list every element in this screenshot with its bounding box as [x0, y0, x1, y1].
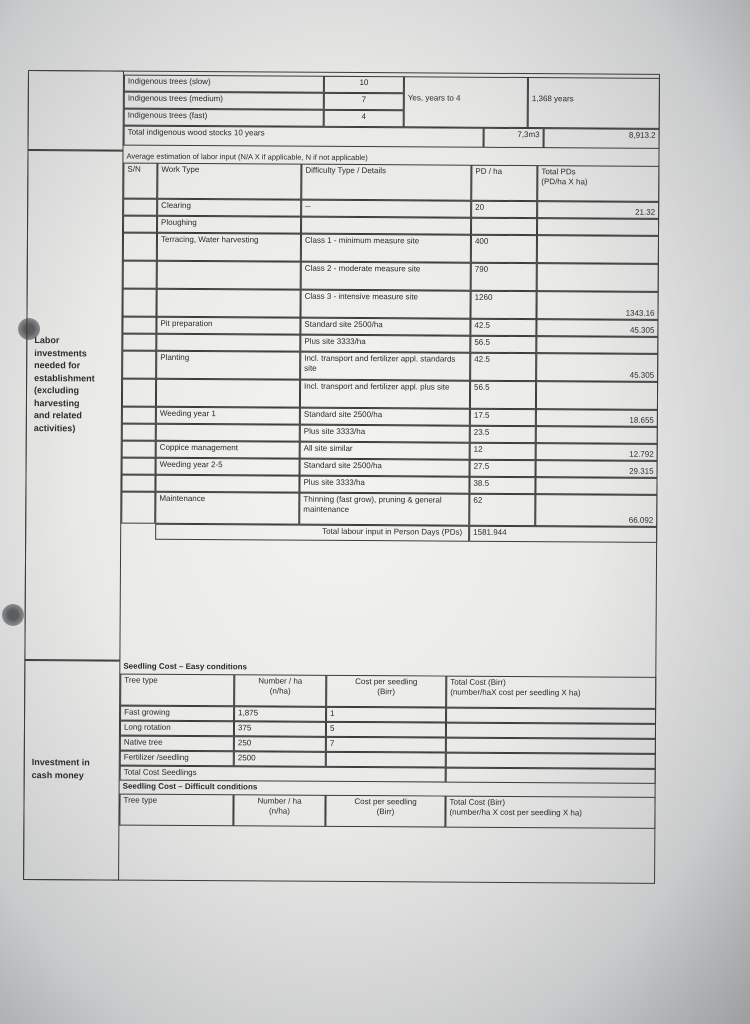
side-column-top [28, 70, 124, 151]
seedling-header-cost-sub: (Birr) [377, 687, 396, 697]
labour-row-detail: Incl. transport and fertilizer appl. plus site [300, 380, 470, 409]
labour-row-work [155, 475, 299, 493]
seedling-row-type: Native tree [120, 736, 234, 752]
seedling-row-cost [326, 752, 446, 768]
labour-row-pd: 62 [469, 494, 535, 526]
seedling-header-cost [325, 795, 445, 828]
document-sheet [23, 70, 660, 884]
seedling-header-number-label: Number / ha [257, 796, 302, 806]
labour-row-detail: Class 3 - intensive measure site [300, 290, 470, 319]
seedling-header-cost-sub: (Birr) [376, 807, 395, 817]
labour-row-pd: 17.5 [470, 409, 536, 426]
header-total [537, 165, 659, 202]
labour-row-work [156, 334, 300, 352]
labour-row-total: 45.305 [536, 319, 658, 337]
labour-row-work: Coppice management [156, 441, 300, 459]
seedling-row-total [446, 708, 656, 724]
labour-row-sn [122, 317, 156, 334]
labour-row-sn [123, 199, 157, 216]
labour-row-pd: 42.5 [470, 319, 536, 336]
indigenous-right-1: Yes, years to 4 [404, 76, 528, 128]
header-sn: S/N [123, 163, 157, 199]
labour-row-work: Ploughing [157, 216, 301, 234]
indigenous-value: 4 [324, 110, 404, 127]
difficult-title: Seedling Cost – Difficult conditions [122, 781, 258, 792]
header-work-type: Work Type [157, 163, 301, 200]
labour-row-pd [471, 218, 537, 235]
labour-row-total: 1343.16 [536, 291, 658, 320]
cash-side-label: Investment in cash money [31, 757, 90, 780]
labour-row-detail: Thinning (fast grow), pruning & general maintenance [299, 493, 469, 526]
labour-row-work [156, 424, 300, 442]
seedling-header-total-sub: (number/ha X cost per seedling X ha) [449, 807, 583, 818]
seedling-row-type: Fast growing [120, 706, 234, 722]
header-pd-ha: PD / ha [471, 165, 537, 201]
labour-row-pd: 12 [470, 443, 536, 460]
seedling-total-label: Total Cost Seedlings [120, 766, 446, 783]
seedling-header-number-sub: (n/ha) [269, 686, 291, 696]
seedling-row-number: 1,875 [234, 706, 326, 722]
seedling-row-cost: 1 [326, 707, 446, 723]
labour-row-detail: Standard site 2500/ha [300, 459, 470, 477]
seedling-row-number: 250 [234, 736, 326, 752]
labour-row-total [535, 477, 657, 495]
header-total-sub: (PD/ha X ha) [541, 177, 588, 187]
labour-row-detail: Incl. transport and fertilizer appl. standards site [300, 352, 470, 381]
labour-row-total [536, 336, 658, 354]
labour-row-work: Weeding year 2-5 [156, 458, 300, 476]
seedling-row-number: 2500 [234, 751, 326, 767]
labour-row-work: Planting [156, 351, 300, 380]
labour-row-pd: 56.5 [470, 381, 536, 409]
seedling-row-number: 375 [234, 721, 326, 737]
labour-row-total [537, 218, 659, 236]
seedling-header-cost-label: Cost per seedling [354, 797, 417, 807]
labour-row-detail: Plus site 3333/ha [300, 335, 470, 353]
labour-row-pd: 56.5 [470, 336, 536, 353]
easy-title: Seedling Cost – Easy conditions [123, 661, 247, 672]
header-difficulty: Difficulty Type / Details [301, 164, 471, 201]
labour-side-label: Labor investments needed for establishment (excluding harvesting and related activities) [33, 335, 95, 433]
indigenous-label: Indigenous trees (fast) [124, 109, 324, 127]
seedling-row-total [446, 753, 656, 769]
labour-row-total [537, 263, 659, 292]
seedling-header-type: Tree type [119, 794, 233, 827]
indigenous-total-label: Total indigenous wood stocks 10 years [124, 126, 484, 148]
indigenous-label: Indigenous trees (medium) [124, 92, 324, 110]
labour-row-pd: 23.5 [470, 426, 536, 443]
labour-row-total [536, 381, 658, 410]
labour-row-sn [122, 334, 156, 351]
labour-row-sn [122, 379, 156, 407]
labour-row-sn [122, 351, 156, 379]
labour-row-pd: 790 [471, 263, 537, 291]
labour-row-total: 12.792 [536, 443, 658, 461]
indigenous-total-value1: 7,3m3 [484, 128, 544, 148]
labour-total-value: 1581.944 [469, 526, 657, 543]
labour-row-detail: Class 1 - minimum measure site [301, 234, 471, 263]
labour-row-pd: 400 [471, 235, 537, 263]
labour-row-total: 29.315 [536, 460, 658, 478]
seedling-header-number [234, 674, 326, 707]
labour-row-detail: Standard site 2500/ha [300, 318, 470, 336]
labour-row-total [536, 426, 658, 444]
seedling-header-cost [326, 675, 446, 708]
seedling-header-total [446, 676, 656, 709]
labour-row-pd: 38.5 [469, 477, 535, 494]
labour-total-label: Total labour input in Person Days (PDs) [155, 524, 469, 542]
labour-row-total: 66.092 [535, 494, 657, 527]
labour-row-total: 18.655 [536, 409, 658, 427]
labour-row-detail: Plus site 3333/ha [300, 425, 470, 443]
seedling-header-number-label: Number / ha [258, 676, 303, 686]
seedling-row-total [446, 738, 656, 754]
labour-row-sn [122, 289, 156, 317]
labour-row-work: Clearing [157, 199, 301, 217]
seedling-row-total [446, 723, 656, 739]
seedling-row-cost: 5 [326, 722, 446, 738]
punch-hole-bottom [2, 604, 24, 626]
labour-row-total: 45.305 [536, 353, 658, 382]
labour-row-detail: Plus site 3333/ha [299, 476, 469, 494]
labour-row-sn [123, 233, 157, 261]
seedling-row-type: Long rotation [120, 721, 234, 737]
seedling-header-number [233, 794, 325, 827]
labour-row-pd: 1260 [470, 291, 536, 319]
labour-row-pd: 42.5 [470, 353, 536, 381]
labour-row-work: Pit preparation [156, 317, 300, 335]
seedling-row-cost: 7 [326, 737, 446, 753]
labour-row-detail: -- [301, 200, 471, 218]
labour-row-work [157, 261, 301, 290]
labour-row-pd: 20 [471, 201, 537, 218]
labour-row-total [537, 235, 659, 264]
labour-row-sn [121, 492, 155, 524]
labour-row-sn [123, 261, 157, 289]
labour-row-sn [122, 424, 156, 441]
indigenous-value: 10 [324, 76, 404, 93]
labour-row-sn [122, 441, 156, 458]
labour-row-detail [301, 217, 471, 235]
indigenous-label: Indigenous trees (slow) [124, 75, 324, 93]
labour-row-work: Terracing, Water harvesting [157, 233, 301, 262]
seedling-header-cost-label: Cost per seedling [355, 677, 418, 687]
seedling-header-total-label: Total Cost (Birr) [450, 677, 506, 687]
labour-row-work [156, 289, 300, 318]
labour-row-detail: Standard site 2500/ha [300, 408, 470, 426]
labour-row-work: Weeding year 1 [156, 407, 300, 425]
indigenous-total-value2: 8,913.2 [544, 128, 660, 149]
seedling-total-value [446, 768, 656, 784]
labour-row-detail: Class 2 - moderate measure site [301, 262, 471, 291]
labour-row-sn [122, 458, 156, 475]
indigenous-right-2: 1,368 years [528, 77, 660, 129]
seedling-header-type: Tree type [120, 674, 234, 707]
labour-row-sn [122, 407, 156, 424]
labour-subtitle: Average estimation of labor input (N/A X if applicable, N if not applicable) [126, 151, 368, 163]
labour-row-detail: All site similar [300, 442, 470, 460]
seedling-header-number-sub: (n/ha) [268, 806, 290, 816]
header-total-label: Total PDs [541, 167, 576, 177]
indigenous-value: 7 [324, 93, 404, 110]
seedling-header-total-sub: (number/haX cost per seedling X ha) [450, 687, 581, 698]
seedling-row-type: Fertilizer /seedling [120, 751, 234, 767]
labour-row-work: Maintenance [155, 492, 299, 525]
labour-row-sn [123, 216, 157, 233]
labour-row-sn [121, 475, 155, 492]
seedling-header-total-label: Total Cost (Birr) [449, 797, 506, 807]
labour-row-total: 21.32 [537, 201, 659, 219]
labour-row-work [156, 379, 300, 408]
labour-row-pd: 27.5 [470, 460, 536, 477]
seedling-header-total [445, 796, 655, 829]
